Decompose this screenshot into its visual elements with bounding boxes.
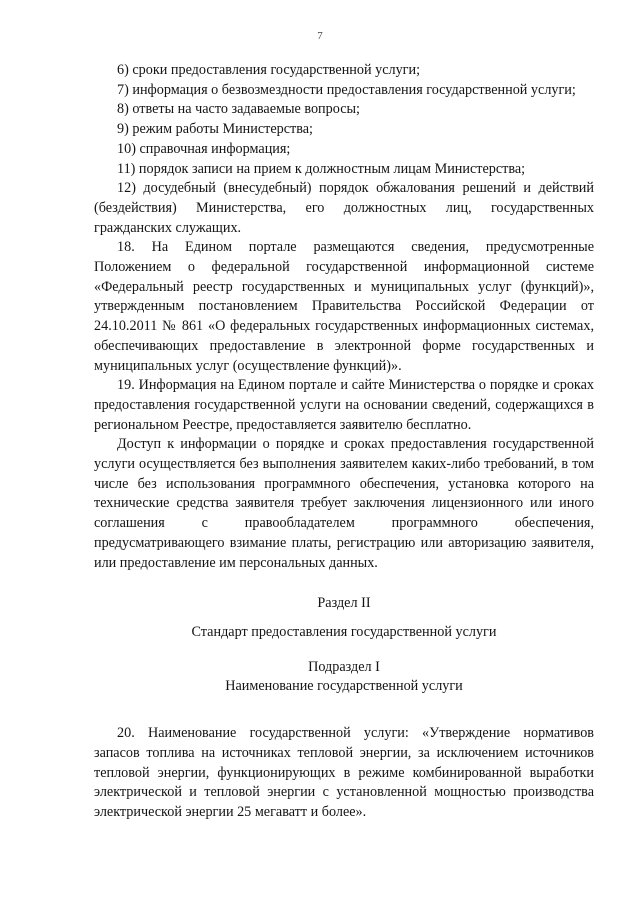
access-paragraph: Доступ к информации о порядке и сроках предоставления государственной услуги осуществляется без выполнения заявителем каких-либо требований, в том числе без использования программного обеспечения, установка которого на технические средства заявителя требует заключения лицензионного или иного соглашения с правообладателем программного обеспечения, предусматривающего взимание платы, регистрацию или авторизацию заявителя, или предоставление им персональных данных.: [94, 436, 594, 571]
list-item-12: 12) досудебный (внесудебный) порядок обжалования решений и действий (бездействия) Министерства, его должностных лиц, государственных гражданских служащих.: [94, 180, 594, 236]
list-item-10: 10) справочная информация;: [117, 140, 291, 157]
list-item-11: 11) порядок записи на прием к должностным лицам Министерства;: [117, 160, 526, 177]
list-item-9: 9) режим работы Министерства;: [117, 121, 313, 138]
paragraph-19: 19. Информация на Едином портале и сайте Министерства о порядке и сроках предоставления государственной услуги на основании сведений, содержащихся в региональном Реестре, предоставляется заявителю бесплатно.: [94, 377, 594, 433]
document-body: [94, 61, 594, 823]
list-item-8: 8) ответы на часто задаваемые вопросы;: [117, 101, 360, 118]
page-number: 7: [317, 30, 323, 42]
paragraph-18: 18. На Едином портале размещаются сведения, предусмотренные Положением о федеральной государственной информационной системе «Федеральный реестр государственных и муниципальных услуг (функций)», утвержденным постановлением Правительства Российской Федерации от 24.10.2011 № 861 «О федеральных государственных информационных системах, обеспечивающих предоставление в электронной форме государственных и муниципальных услуг (осуществление функций)».: [94, 239, 594, 374]
paragraph-20: 20. Наименование государственной услуги: «Утверждение нормативов запасов топлива на источниках тепловой энергии, за исключением источников тепловой энергии, функционирующих в режиме комбинированной выработки электрической и тепловой энергии с установленной мощностью производства электрической энергии 25 мегаватт и более».: [94, 725, 594, 820]
section-title: Стандарт предоставления государственной услуги: [191, 623, 497, 640]
list-item-6: 6) сроки предоставления государственной услуги;: [117, 62, 421, 78]
list-item-7: 7) информация о безвозмездности предоставления государственной услуги;: [117, 81, 576, 98]
section-heading: Раздел II: [317, 595, 371, 612]
subsection-heading: Подраздел I: [308, 658, 380, 675]
subsection-title: Наименование государственной услуги: [225, 678, 463, 695]
